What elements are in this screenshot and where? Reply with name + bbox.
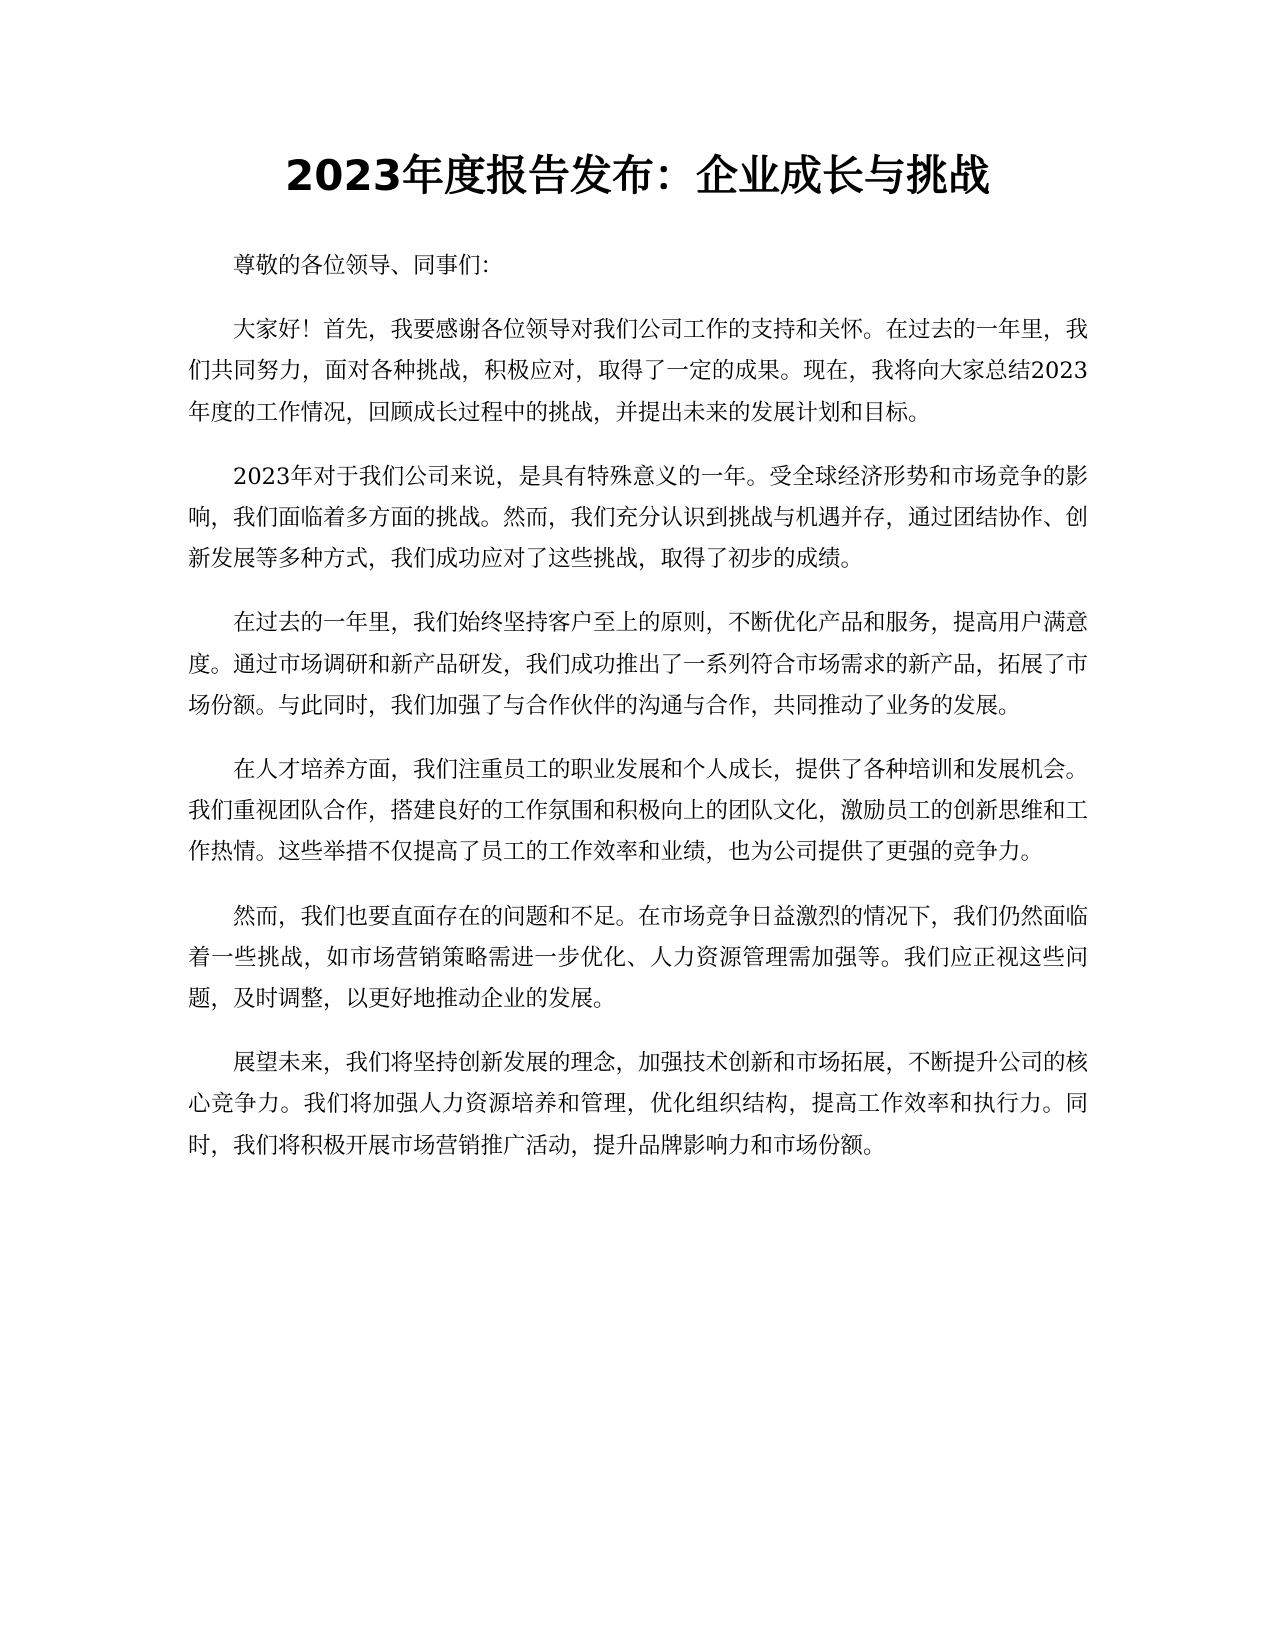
paragraph: 2023年对于我们公司来说，是具有特殊意义的一年。受全球经济形势和市场竞争的影响，我们面临着多方面的挑战。然而，我们充分认识到挑战与机遇并存，通过团结协作、创新发展等多种方式，我们成功应对了这些挑战，取得了初步的成绩。 <box>188 463 1089 573</box>
document-title: 2023年度报告发布：企业成长与挑战 <box>285 151 990 200</box>
paragraph: 然而，我们也要直面存在的问题和不足。在市场竞争日益激烈的情况下，我们仍然面临着一些挑战，如市场营销策略需进一步优化、人力资源管理需加强等。我们应正视这些问题，及时调整，以更好地推动企业的发展。 <box>188 903 1089 1013</box>
paragraph: 在人才培养方面，我们注重员工的职业发展和个人成长，提供了各种培训和发展机会。我们重视团队合作，搭建良好的工作氛围和积极向上的团队文化，激励员工的创新思维和工作热情。这些举措不仅提高了员工的工作效率和业绩，也为公司提供了更强的竞争力。 <box>188 757 1089 866</box>
paragraph: 在过去的一年里，我们始终坚持客户至上的原则，不断优化产品和服务，提高用户满意度。通过市场调研和新产品研发，我们成功推出了一系列符合市场需求的新产品，拓展了市场份额。与此同时，我们加强了与合作伙伴的沟通与合作，共同推动了业务的发展。 <box>188 610 1089 719</box>
paragraph: 大家好！首先，我要感谢各位领导对我们公司工作的支持和关怀。在过去的一年里，我们共同努力，面对各种挑战，积极应对，取得了一定的成果。现在，我将向大家总结2023年度的工作情况，回顾成长过程中的挑战，并提出未来的发展计划和目标。 <box>188 317 1089 426</box>
paragraph: 展望未来，我们将坚持创新发展的理念，加强技术创新和市场拓展，不断提升公司的核心竞争力。我们将加强人力资源培养和管理，优化组织结构，提高工作效率和执行力。同时，我们将积极开展市场营销推广活动，提升品牌影响力和市场份额。 <box>188 1050 1089 1159</box>
document-body <box>188 246 1088 1190</box>
salutation: 尊敬的各位领导、同事们： <box>233 253 504 279</box>
